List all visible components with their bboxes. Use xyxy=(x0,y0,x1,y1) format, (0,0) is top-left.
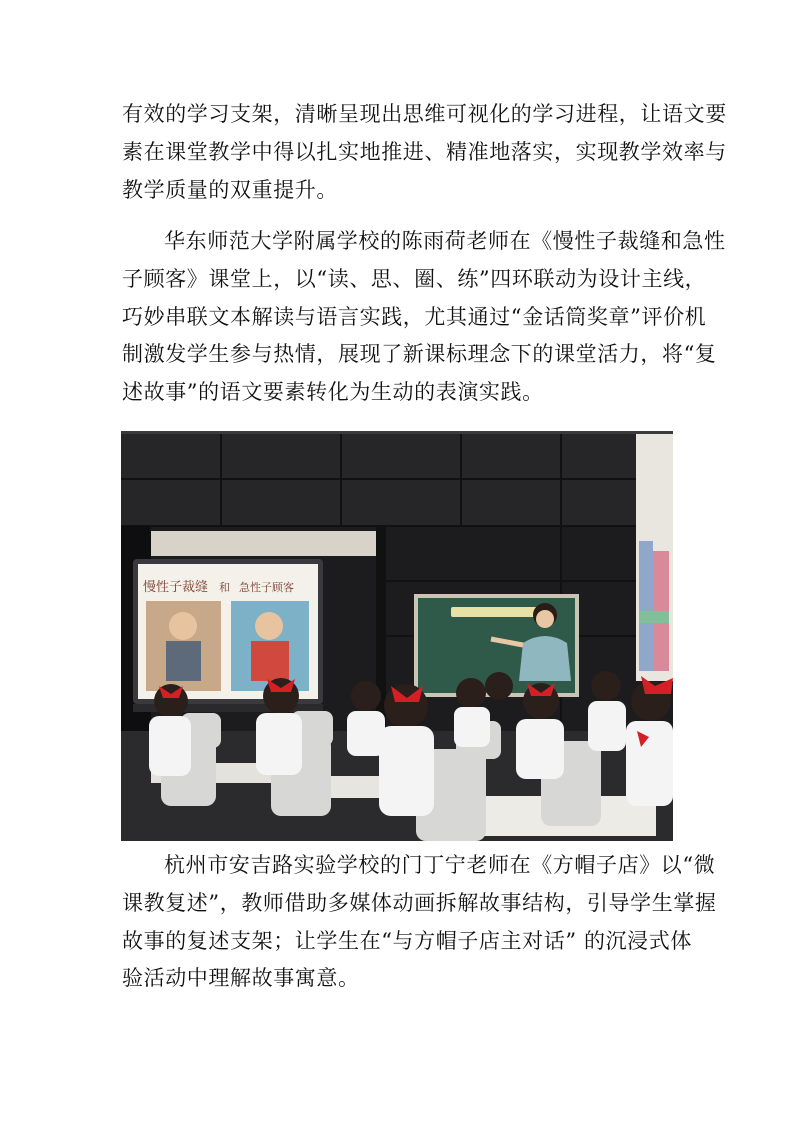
text-line: 有效的学习支架，清晰呈现出思维可视化的学习进程，让语文要 xyxy=(122,102,727,126)
text-line: 述故事”的语文要素转化为生动的表演实践。 xyxy=(122,380,544,405)
text-line: 课教复述”，教师借助多媒体动画拆解故事结构，引导学生掌握 xyxy=(122,890,717,915)
text-line: 素在课堂教学中得以扎实地推进、精准地落实，实现教学效率与 xyxy=(122,139,727,164)
text-line: 教学质量的双重提升。 xyxy=(122,177,338,202)
paragraph-3 xyxy=(122,847,717,998)
text-line: 验活动中理解故事寓意。 xyxy=(122,966,360,991)
text-line: 华东师范大学附属学校的陈雨荷老师在《慢性子裁缝和急性 xyxy=(164,229,726,253)
classroom-photo xyxy=(121,431,673,841)
paragraph-2 xyxy=(122,223,726,412)
text-line: 制激发学生参与热情，展现了新课标理念下的课堂活力，将“复 xyxy=(122,342,717,367)
screen-title-left: 慢性子裁缝 xyxy=(143,580,209,595)
text-line: 子顾客》课堂上，以“读、思、圈、练”四环联动为设计主线， xyxy=(122,266,707,291)
text-line: 巧妙串联文本解读与语言实践，尤其通过“金话筒奖章”评价机 xyxy=(122,304,707,329)
text-line: 杭州市安吉路实验学校的门丁宁老师在《方帽子店》以“微 xyxy=(164,853,716,877)
text-line: 故事的复述支架；让学生在“与方帽子店主对话” 的沉浸式体 xyxy=(122,928,692,953)
screen-title-mid: 和 xyxy=(219,581,230,594)
paragraph-1 xyxy=(122,96,727,209)
screen-title-right: 急性子顾客 xyxy=(239,581,294,594)
